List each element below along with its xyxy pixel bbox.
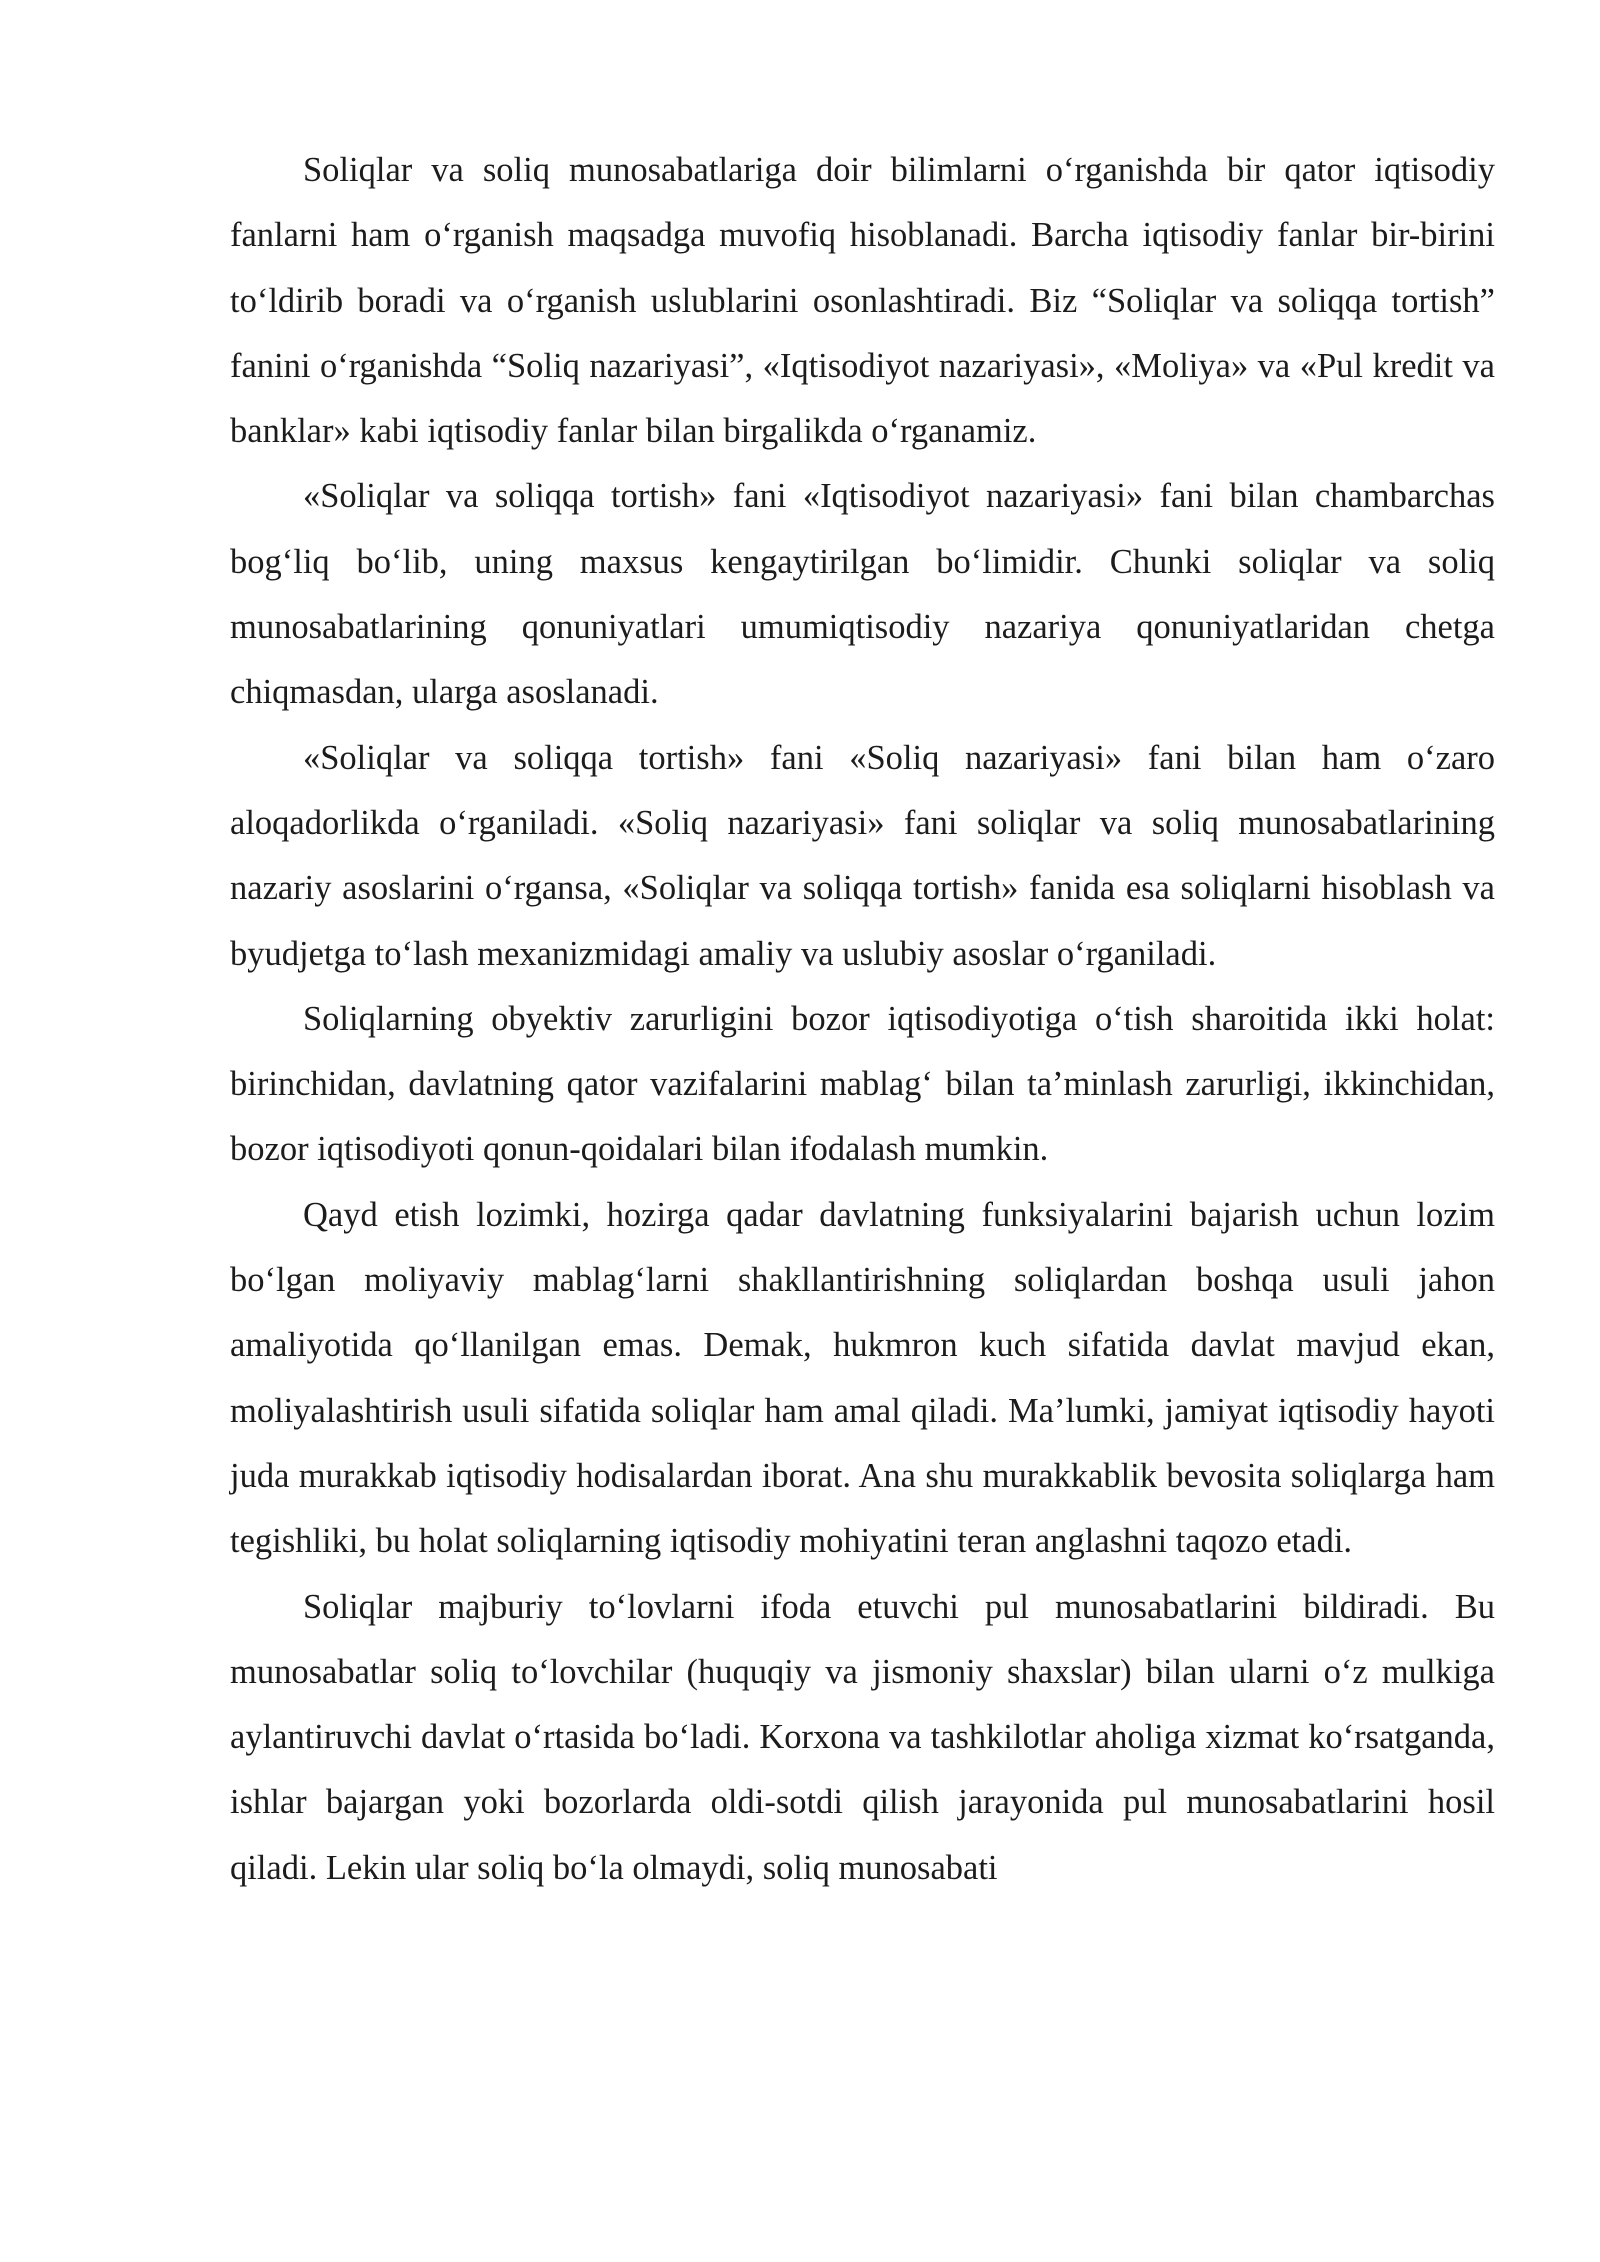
paragraph-2: «Soliqlar va soliqqa tortish» fani «Iqtisodiyot nazariyasi» fani bilan chambarchas bog‘liq bo‘lib, uning maxsus kengaytirilgan bo‘limidir. Chunki soliqlar va soliq munosabatlarining qonuniyatlari umumiqtisodiy nazariya qonuniyatlaridan chetga chiqmasdan, ularga asoslanadi. (230, 477, 1495, 712)
paragraph-1: Soliqlar va soliq munosabatlariga doir bilimlarni o‘rganishda bir qator iqtisodiy fanlarni ham o‘rganish maqsadga muvofiq hisoblanadi. Barcha iqtisodiy fanlar bir-birini to‘ldirib boradi va o‘rganish uslublarini osonlashtiradi. Biz “Soliqlar va soliqqa tortish” fanini o‘rganishda “Soliq nazariyasi”, «Iqtisodiyot nazariyasi», «Moliya» va «Pul kredit va banklar» kabi iqtisodiy fanlar bilan birgalikda o‘rganamiz. (230, 151, 1495, 451)
paragraph-6: Soliqlar majburiy to‘lovlarni ifoda etuvchi pul munosabatlarini bildiradi. Bu munosabatlar soliq to‘lovchilar (huquqiy va jismoniy shaxslar) bilan ularni o‘z mulkiga aylantiruvchi davlat o‘rtasida bo‘ladi. Korxona va tashkilotlar aholiga xizmat ko‘rsatganda, ishlar bajargan yoki bozorlarda oldi-sotdi qilish jarayonida pul munosabatlarini hosil qiladi. Lekin ular soliq bo‘la olmaydi, soliq munosabati (230, 1587, 1495, 1887)
document-page (230, 138, 1495, 1901)
paragraph-5: Qayd etish lozimki, hozirga qadar davlatning funksiyalarini bajarish uchun lozim bo‘lgan moliyaviy mablag‘larni shakllantirishning soliqlardan boshqa usuli jahon amaliyotida qo‘llanilgan emas. Demak, hukmron kuch sifatida davlat mavjud ekan, moliyalashtirish usuli sifatida soliqlar ham amal qiladi. Ma’lumki, jamiyat iqtisodiy hayoti juda murakkab iqtisodiy hodisalardan iborat. Ana shu murakkablik bevosita soliqlarga ham tegishliki, bu holat soliqlarning iqtisodiy mohiyatini teran anglashni taqozo etadi. (230, 1195, 1495, 1561)
paragraph-4: Soliqlarning obyektiv zarurligini bozor iqtisodiyotiga o‘tish sharoitida ikki holat: birinchidan, davlatning qator vazifalarini mablag‘ bilan ta’minlash zarurligi, ikkinchidan, bozor iqtisodiyoti qonun-qoidalari bilan ifodalash mumkin. (230, 999, 1495, 1169)
paragraph-3: «Soliqlar va soliqqa tortish» fani «Soliq nazariyasi» fani bilan ham o‘zaro aloqadorlikda o‘rganiladi. «Soliq nazariyasi» fani soliqlar va soliq munosabatlarining nazariy asoslarini o‘rgansa, «Soliqlar va soliqqa tortish» fanida esa soliqlarni hisoblash va byudjetga to‘lash mexanizmidagi amaliy va uslubiy asoslar o‘rganiladi. (230, 738, 1495, 973)
